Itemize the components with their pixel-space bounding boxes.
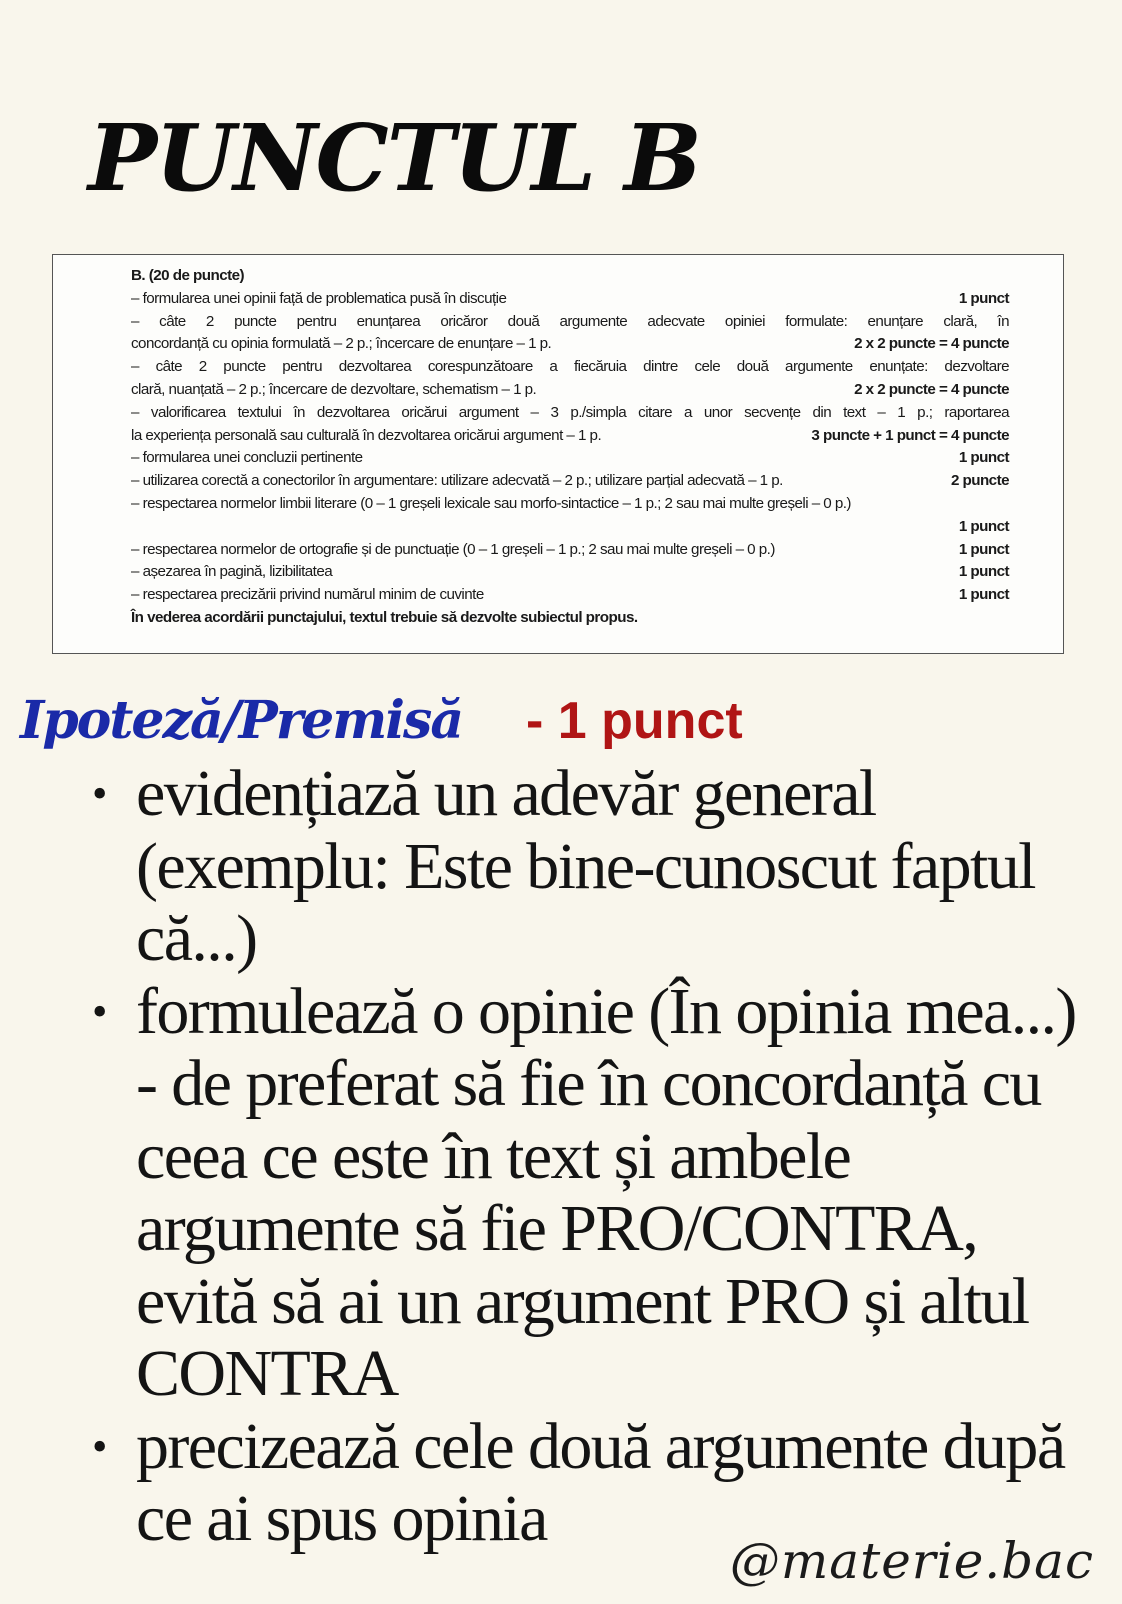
criteria-points: 2 x 2 puncte = 4 puncte	[854, 335, 1009, 353]
criteria-row	[131, 470, 1009, 493]
scoring-note: În vederea acordării punctajului, textul trebuie să dezvolte subiectul propus.	[131, 608, 638, 626]
scoring-scan-image	[52, 254, 1064, 654]
criteria-points: 1 punct	[958, 563, 1009, 581]
criteria-text: concordanță cu opinia formulată – 2 p.; încercare de enunțare – 1 p.	[131, 335, 552, 353]
criteria-points: 1 punct	[958, 586, 1009, 604]
bullet-icon: •	[92, 769, 106, 818]
criteria-points: 3 puncte + 1 punct = 4 puncte	[811, 426, 1009, 444]
scoring-heading: B. (20 de puncte)	[131, 267, 245, 284]
section-points: - 1 punct	[526, 692, 743, 750]
criteria-text: – utilizarea corectă a conectorilor în argumentare: utilizare adecvată – 2 p.; utilizare parțial adecvată – 1 p.	[131, 472, 783, 490]
criteria-text: – respectarea precizării privind numărul minim de cuvinte	[131, 586, 484, 604]
criteria-row	[131, 425, 1009, 448]
criteria-text: – respectarea normelor de ortografie și de punctuație (0 – 1 greșeli – 1 p.; 2 sau mai multe greșeli – 0 p.)	[131, 540, 775, 558]
criteria-points: 2 x 2 puncte = 4 puncte	[854, 380, 1009, 398]
section-title: Ipoteză/Premisă	[20, 690, 463, 751]
criteria-row	[131, 402, 1009, 425]
list-item-text: evidențiază un adevăr general (exemplu: Este bine-cunoscut faptul că...)	[136, 757, 1035, 975]
criteria-points: 1 punct	[958, 540, 1009, 558]
criteria-text: la experiența personală sau culturală în dezvoltarea oricărui argument – 1 p.	[131, 426, 602, 444]
criteria-text: – formularea unei concluzii pertinente	[131, 449, 363, 467]
criteria-text: – câte 2 puncte pentru enunțarea oricăror două argumente adecvate opiniei formulate: enunțare clară, în	[131, 312, 1009, 330]
criteria-row	[131, 311, 1009, 334]
criteria-points: 1 punct	[958, 517, 1009, 535]
list-item	[92, 976, 1102, 1411]
list-item-text: precizează cele două argumente după ce ai spus opinia	[136, 1409, 1065, 1555]
criteria-text: – formularea unei opinii față de problematica pusă în discuție	[131, 289, 507, 307]
criteria-text: clară, nuanțată – 2 p.; încercare de dezvoltare, schematism – 1 p.	[131, 380, 537, 398]
criteria-row	[131, 333, 1009, 356]
criteria-row	[131, 493, 1009, 516]
criteria-row	[131, 584, 1009, 607]
watermark-handle: @materie.bac	[729, 1532, 1094, 1590]
criteria-row	[131, 561, 1009, 584]
bullet-list	[92, 758, 1102, 1556]
criteria-text: – câte 2 puncte pentru dezvoltarea corespunzătoare a fiecăruia dintre cele două argumente enunțate: dezvoltare	[131, 358, 1009, 376]
list-item-text: formulează o opinie (În opinia mea...) - de preferat să fie în concordanță cu ceea ce este în text și ambele argumente să fie PRO/CONTRA, evită să ai un argument PRO și altul CONTRA	[136, 974, 1076, 1410]
criteria-points: 2 puncte	[950, 472, 1009, 490]
bullet-icon: •	[92, 986, 106, 1036]
criteria-row	[131, 539, 1009, 562]
criteria-points: 1 punct	[958, 289, 1009, 307]
list-item	[92, 758, 1102, 976]
criteria-text: – așezarea în pagină, lizibilitatea	[131, 563, 333, 581]
criteria-row	[131, 288, 1009, 311]
criteria-row	[131, 447, 1009, 470]
section-header	[20, 690, 743, 751]
page-title: PUNCTUL B	[88, 104, 700, 212]
scoring-criteria	[131, 265, 1009, 630]
criteria-row	[131, 379, 1009, 402]
criteria-row	[131, 356, 1009, 379]
criteria-text: – respectarea normelor limbii literare (0 – 1 greșeli lexicale sau morfo-sintactice – 1 p.; 2 sau mai multe greșeli – 0 p.)	[131, 494, 851, 512]
bullet-icon: •	[92, 1421, 106, 1471]
criteria-text: – valorificarea textului în dezvoltarea oricărui argument – 3 p./simpla citare a unor secvențe din text – 1 p.; raportarea	[131, 403, 1009, 421]
criteria-points: 1 punct	[958, 449, 1009, 467]
